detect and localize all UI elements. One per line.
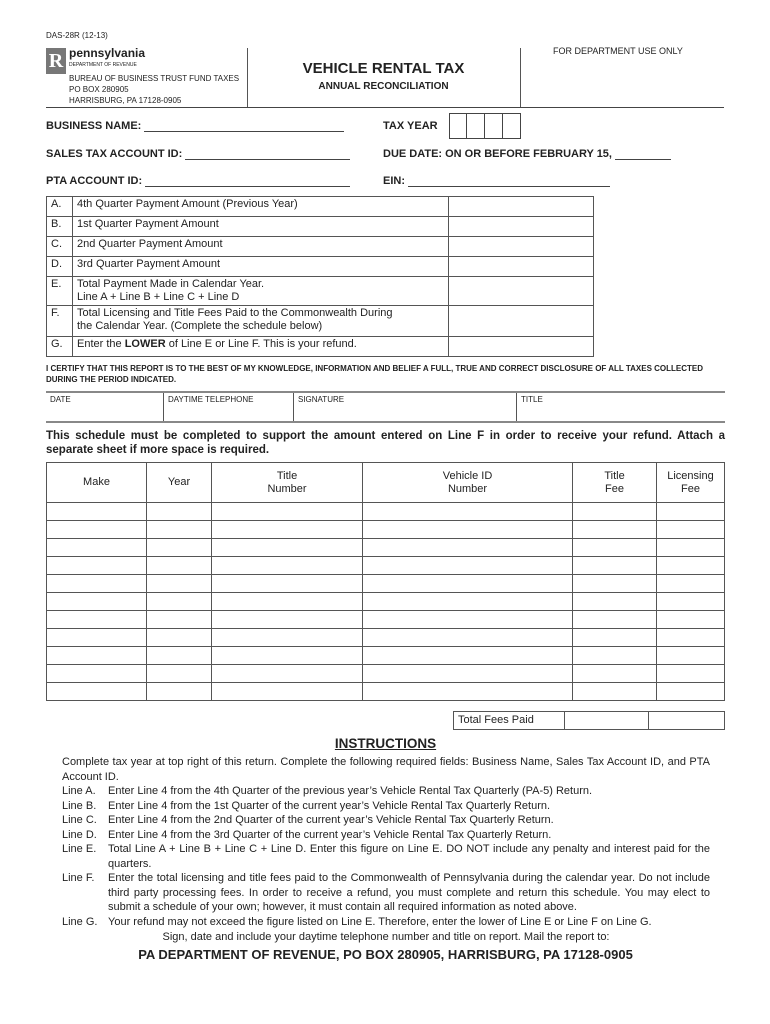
header-vehicle-id: Vehicle ID Number bbox=[363, 463, 573, 503]
reconciliation-lines bbox=[46, 196, 594, 357]
mail-address: PA DEPARTMENT OF REVENUE, PO BOX 280905, HARRISBURG, PA 17128-0905 bbox=[138, 946, 633, 962]
line-text: Total Payment Made in Calendar Year. bbox=[77, 278, 265, 290]
schedule-header-row bbox=[47, 463, 725, 503]
instruction-text: Enter Line 4 from the 4th Quarter of the previous year’s Vehicle Rental Tax Quarterly (PA-5) Return. bbox=[108, 785, 593, 797]
line-text-bold: LOWER bbox=[124, 338, 166, 350]
signature-field[interactable] bbox=[293, 393, 516, 421]
ein-label: EIN: bbox=[383, 175, 405, 187]
instruction-text: Enter Line 4 from the 1st Quarter of the current year’s Vehicle Rental Tax Quarterly Return. bbox=[108, 799, 551, 812]
line-text: Enter the bbox=[77, 338, 125, 350]
title-fee-cell[interactable] bbox=[573, 611, 657, 629]
schedule-row bbox=[47, 611, 725, 629]
make-cell[interactable] bbox=[47, 539, 147, 557]
year-cell[interactable] bbox=[147, 503, 212, 521]
address-line: PO BOX 280905 bbox=[69, 85, 129, 94]
title-number-cell[interactable] bbox=[212, 683, 363, 701]
licensing-fee-cell[interactable] bbox=[657, 503, 725, 521]
title-fee-cell[interactable] bbox=[573, 575, 657, 593]
schedule-row bbox=[47, 683, 725, 701]
line-b-amount[interactable] bbox=[449, 217, 594, 237]
title-number-cell[interactable] bbox=[212, 557, 363, 575]
instructions-title: INSTRUCTIONS bbox=[334, 736, 437, 751]
line-letter: E. bbox=[47, 277, 73, 306]
licensing-fee-cell[interactable] bbox=[657, 575, 725, 593]
schedule-row bbox=[47, 575, 725, 593]
header-year: Year bbox=[147, 463, 212, 503]
schedule-row bbox=[47, 521, 725, 539]
line-g-amount[interactable] bbox=[449, 337, 594, 357]
licensing-fee-cell[interactable] bbox=[657, 683, 725, 701]
title-number-cell[interactable] bbox=[212, 647, 363, 665]
pta-id-field[interactable] bbox=[145, 176, 350, 187]
schedule-row bbox=[47, 503, 725, 521]
tax-year-field[interactable] bbox=[449, 113, 521, 139]
sales-tax-id-field[interactable] bbox=[185, 149, 350, 160]
line-label: 2nd Quarter Payment Amount bbox=[73, 237, 449, 257]
instruction-item bbox=[62, 871, 710, 915]
title-number-cell[interactable] bbox=[212, 503, 363, 521]
vehicle-id-cell[interactable] bbox=[363, 539, 573, 557]
line-text: of Line E or Line F. This is your refund. bbox=[165, 338, 357, 350]
address-line: BUREAU OF BUSINESS TRUST FUND TAXES bbox=[69, 74, 240, 83]
total-title-fee[interactable] bbox=[565, 712, 649, 730]
due-date-label: DUE DATE: ON OR BEFORE FEBRUARY 15, bbox=[383, 148, 612, 160]
title-fee-cell[interactable] bbox=[573, 683, 657, 701]
instructions-intro: Complete tax year at top right of this return. Complete the following required fields: Business Name, Sales Tax Account ID, and PTA Account ID. bbox=[62, 756, 710, 783]
vehicle-id-cell[interactable] bbox=[363, 683, 573, 701]
make-cell[interactable] bbox=[47, 629, 147, 647]
header-title-fee: Title Fee bbox=[573, 463, 657, 503]
instruction-line-label: Line F. bbox=[62, 872, 95, 884]
licensing-fee-cell[interactable] bbox=[657, 611, 725, 629]
instruction-line-label: Line D. bbox=[62, 828, 97, 841]
schedule-note: This schedule must be completed to support the amount entered on Line F in order to receive your refund. Attach a separate sheet if more space is required. bbox=[46, 430, 725, 456]
line-letter: B. bbox=[47, 217, 73, 237]
year-cell[interactable] bbox=[147, 539, 212, 557]
date-label: DATE bbox=[50, 395, 71, 404]
certification-text: I CERTIFY THAT THIS REPORT IS TO THE BEST OF MY KNOWLEDGE, INFORMATION AND BELIEF A FULL, TRUE AND CORRECT DISCLOSURE OF ALL TAXES COLLECTED DURING THE PERIOD INDICATED. bbox=[46, 364, 704, 384]
instructions bbox=[62, 755, 710, 945]
agency-name: pennsylvania bbox=[69, 46, 146, 60]
title-fee-cell[interactable] bbox=[573, 647, 657, 665]
vehicle-id-cell[interactable] bbox=[363, 611, 573, 629]
schedule-row bbox=[47, 629, 725, 647]
schedule-row bbox=[47, 539, 725, 557]
title-number-cell[interactable] bbox=[212, 593, 363, 611]
schedule-row bbox=[47, 593, 725, 611]
year-cell[interactable] bbox=[147, 683, 212, 701]
make-cell[interactable] bbox=[47, 557, 147, 575]
year-cell[interactable] bbox=[147, 593, 212, 611]
instruction-line-label: Line E. bbox=[62, 843, 97, 855]
vehicle-schedule-table bbox=[46, 462, 725, 701]
title-number-cell[interactable] bbox=[212, 521, 363, 539]
year-cell[interactable] bbox=[147, 611, 212, 629]
vehicle-id-cell[interactable] bbox=[363, 593, 573, 611]
business-name-label: BUSINESS NAME: bbox=[46, 120, 142, 132]
title-fee-cell[interactable] bbox=[573, 665, 657, 683]
make-cell[interactable] bbox=[47, 575, 147, 593]
schedule-row bbox=[47, 647, 725, 665]
address-line: HARRISBURG, PA 17128-0905 bbox=[69, 96, 182, 105]
instruction-item bbox=[62, 915, 710, 930]
line-a-amount[interactable] bbox=[449, 197, 594, 217]
line-letter: A. bbox=[47, 197, 73, 217]
title-field[interactable] bbox=[516, 393, 725, 421]
instruction-text: Total Line A + Line B + Line C + Line D. Enter this figure on Line E. DO NOT include any penalty and interest paid for the quarters. bbox=[108, 843, 710, 870]
licensing-fee-cell[interactable] bbox=[657, 629, 725, 647]
header-make: Make bbox=[47, 463, 147, 503]
header-title-number: Title Number bbox=[212, 463, 363, 503]
line-letter: G. bbox=[47, 337, 73, 357]
form-subtitle: ANNUAL RECONCILIATION bbox=[318, 81, 449, 92]
title-label: TITLE bbox=[521, 395, 543, 404]
vehicle-id-cell[interactable] bbox=[363, 629, 573, 647]
title-fee-cell[interactable] bbox=[573, 521, 657, 539]
title-fee-cell[interactable] bbox=[573, 503, 657, 521]
vehicle-id-cell[interactable] bbox=[363, 647, 573, 665]
licensing-fee-cell[interactable] bbox=[657, 593, 725, 611]
title-number-cell[interactable] bbox=[212, 611, 363, 629]
pta-id-label: PTA ACCOUNT ID: bbox=[46, 175, 143, 187]
year-cell[interactable] bbox=[147, 557, 212, 575]
agency-dept: DEPARTMENT OF REVENUE bbox=[69, 62, 137, 68]
line-text: Total Licensing and Title Fees Paid to the Commonwealth During bbox=[77, 307, 393, 319]
line-label bbox=[73, 337, 449, 357]
line-letter: C. bbox=[47, 237, 73, 257]
vehicle-id-cell[interactable] bbox=[363, 503, 573, 521]
signature-row bbox=[46, 391, 725, 423]
schedule-row bbox=[47, 665, 725, 683]
instruction-line-label: Line B. bbox=[62, 799, 97, 812]
title-fee-cell[interactable] bbox=[573, 557, 657, 575]
vehicle-id-cell[interactable] bbox=[363, 575, 573, 593]
signature-label: SIGNATURE bbox=[298, 395, 345, 404]
instruction-item bbox=[62, 813, 710, 828]
telephone-field[interactable] bbox=[163, 393, 293, 421]
due-date-year-field[interactable] bbox=[615, 149, 671, 160]
vehicle-id-cell[interactable] bbox=[363, 521, 573, 539]
title-fee-cell[interactable] bbox=[573, 539, 657, 557]
year-cell[interactable] bbox=[147, 629, 212, 647]
make-cell[interactable] bbox=[47, 611, 147, 629]
mail-note: Sign, date and include your daytime telephone number and title on report. Mail the report to: bbox=[162, 931, 610, 943]
licensing-fee-cell[interactable] bbox=[657, 521, 725, 539]
instruction-text: Enter Line 4 from the 2nd Quarter of the current year’s Vehicle Rental Tax Quarterly Return. bbox=[108, 814, 554, 826]
licensing-fee-cell[interactable] bbox=[657, 557, 725, 575]
title-fee-cell[interactable] bbox=[573, 629, 657, 647]
instruction-item bbox=[62, 828, 710, 843]
line-label: 4th Quarter Payment Amount (Previous Year) bbox=[73, 197, 449, 217]
licensing-fee-cell[interactable] bbox=[657, 539, 725, 557]
make-cell[interactable] bbox=[47, 521, 147, 539]
tax-year-label: TAX YEAR bbox=[383, 120, 438, 132]
form-id: DAS-28R (12-13) bbox=[46, 31, 108, 40]
line-label: 1st Quarter Payment Amount bbox=[73, 217, 449, 237]
date-field[interactable] bbox=[46, 393, 163, 421]
total-fees-label: Total Fees Paid bbox=[454, 712, 565, 730]
line-label bbox=[73, 277, 449, 306]
make-cell[interactable] bbox=[47, 665, 147, 683]
vehicle-id-cell[interactable] bbox=[363, 557, 573, 575]
licensing-fee-cell[interactable] bbox=[657, 665, 725, 683]
year-cell[interactable] bbox=[147, 665, 212, 683]
line-letter: F. bbox=[47, 306, 73, 337]
instruction-line-label: Line C. bbox=[62, 814, 97, 826]
line-e-amount[interactable] bbox=[449, 277, 594, 306]
total-fees-row bbox=[453, 711, 725, 730]
instruction-text: Enter the total licensing and title fees paid to the Commonwealth of Pennsylvania during the calendar year. Do not include third party processing fees. In order to receive a refund, you must complete and return this schedule. You may elect to submit a schedule of your own; however, it must contain all required information as noted above. bbox=[108, 872, 710, 913]
ein-field[interactable] bbox=[408, 176, 610, 187]
instruction-text: Enter Line 4 from the 3rd Quarter of the current year’s Vehicle Rental Tax Quarterly Return. bbox=[108, 828, 552, 841]
instruction-line-label: Line A. bbox=[62, 785, 96, 797]
line-c-amount[interactable] bbox=[449, 237, 594, 257]
line-f-amount[interactable] bbox=[449, 306, 594, 337]
department-use-label: FOR DEPARTMENT USE ONLY bbox=[553, 46, 683, 56]
telephone-label: DAYTIME TELEPHONE bbox=[168, 395, 254, 404]
form-title: VEHICLE RENTAL TAX bbox=[302, 60, 465, 77]
business-name-field[interactable] bbox=[144, 121, 344, 132]
year-cell[interactable] bbox=[147, 521, 212, 539]
line-d-amount[interactable] bbox=[449, 257, 594, 277]
title-number-cell[interactable] bbox=[212, 539, 363, 557]
line-letter: D. bbox=[47, 257, 73, 277]
instruction-item bbox=[62, 784, 710, 799]
header-licensing-fee: Licensing Fee bbox=[657, 463, 725, 503]
agency-address bbox=[69, 73, 239, 106]
year-cell[interactable] bbox=[147, 647, 212, 665]
line-text: the Calendar Year. (Complete the schedule below) bbox=[77, 320, 323, 332]
keystone-logo-icon: R bbox=[46, 48, 66, 74]
make-cell[interactable] bbox=[47, 647, 147, 665]
licensing-fee-cell[interactable] bbox=[657, 647, 725, 665]
instruction-item bbox=[62, 799, 710, 814]
vehicle-id-cell[interactable] bbox=[363, 665, 573, 683]
instruction-line-label: Line G. bbox=[62, 915, 98, 928]
make-cell[interactable] bbox=[47, 683, 147, 701]
title-number-cell[interactable] bbox=[212, 665, 363, 683]
year-cell[interactable] bbox=[147, 575, 212, 593]
instruction-text: Your refund may not exceed the figure listed on Line E. Therefore, enter the lower of Line E or Line F on Line G. bbox=[108, 915, 652, 928]
line-label: 3rd Quarter Payment Amount bbox=[73, 257, 449, 277]
total-licensing-fee[interactable] bbox=[649, 712, 725, 730]
line-label bbox=[73, 306, 449, 337]
instruction-item bbox=[62, 842, 710, 871]
sales-tax-id-label: SALES TAX ACCOUNT ID: bbox=[46, 148, 183, 160]
title-number-cell[interactable] bbox=[212, 575, 363, 593]
make-cell[interactable] bbox=[47, 503, 147, 521]
schedule-row bbox=[47, 557, 725, 575]
title-number-cell[interactable] bbox=[212, 629, 363, 647]
line-text: Line A + Line B + Line C + Line D bbox=[77, 291, 240, 303]
make-cell[interactable] bbox=[47, 593, 147, 611]
form-body bbox=[46, 196, 725, 963]
title-fee-cell[interactable] bbox=[573, 593, 657, 611]
